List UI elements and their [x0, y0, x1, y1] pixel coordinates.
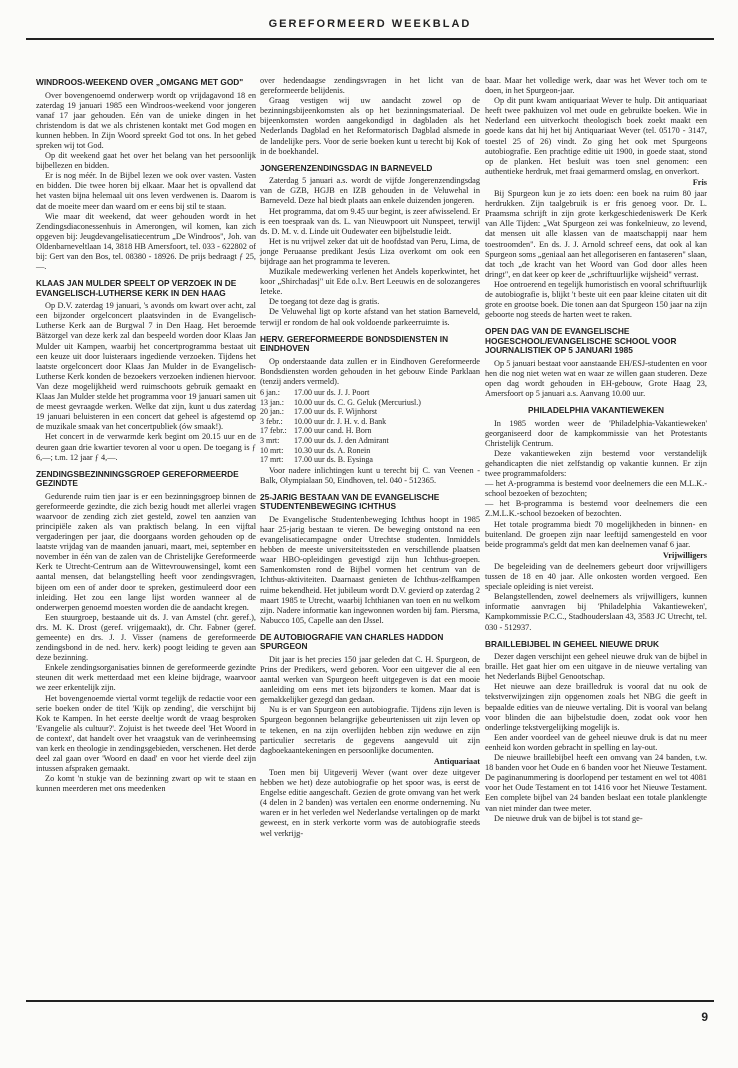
article-bondsdiensten: [260, 335, 480, 486]
paragraph: Enkele zendingsorganisaties binnen de gereformeerde gezindte steunen dit werk metterdaad met een kleine bijdrage, waarvoor we zeer erkentelijk zijn.: [36, 663, 256, 693]
article-braillebijbel: [485, 640, 707, 824]
paragraph: Bij Spurgeon kun je zo iets doen: een boek na ruim 80 jaar herdrukken. Zijn taalgebruik is er fris genoeg voor. Dr. L. Praamsma schrijft in zijn grote kerkgeschiedeniswerk De Kerk van Alle Tijden: „Wat Spurgeon zei was fonkelnieuw, zo levend, dat mensen uit alle klassen van de maatschappij naar hem toestroomden". En ds. J. J. Arnold schreef eens, dat ook al kan Spurgeon soms „geniaal aan het allegoriseren en fantaseren" slaan, dat toch „de kracht van het Woord van God door alles heen dringt", en dat keer op keer de „schriftuurlijke wijsheid" verrast.: [485, 189, 707, 279]
paragraph: Zaterdag 5 januari a.s. wordt de vijfde Jongerenzendingsdag van de GZB, HGJB en IZB gehouden in de Veluwehal in Barneveld. Deze hal biedt plaats aan enkele duizenden jongeren.: [260, 176, 480, 206]
schedule-date: 20 jan.:: [260, 407, 284, 417]
paragraph: Op D.V. zaterdag 19 januari, 's avonds om kwart over acht, zal een bijzonder orgelconcert plaatsvinden in de Evangelisch-Lutherse Kerk aan de Burgwal 7 in Den Haag. Het beroemde Bätzorgel van deze kerk zal dan bespeeld worden door Klaas Jan Mulder uit Kampen, waarbij het concertprogramma bestaat uit een keuze uit door luisteraars ingediende verzoeken. Tijdens het laatste orgelconcert door Klaas Jan Mulder in de Evangelisch-Lutherse Kerk konden de bezoekers verzoeken indienen hiervoor. Van deze mogelijkheid werd ruimschoots gebruik gemaakt en Klaas Jan Mulder stelde het programma voor 19 januari samen uit de meest gevraagde werken. Welke dat zijn, kunt u dus zaterdag 19 januari beluisteren in een concert dat geheel is afgestemd op de muzikale smaak van het concertpubliek (ów smaak!).: [36, 301, 256, 432]
schedule-date: 13 jan.:: [260, 397, 284, 407]
schedule-row: [260, 436, 480, 446]
paragraph: Een stuurgroep, bestaande uit ds. J. van Amstel (chr. geref.), drs. M. K. Drost (geref. vrijgemaakt), dr. Chr. Fabner (geref. gemeente) en drs. J. J. Visser (namens de gereformeerde zendingsbond in de ned. herv. kerk) poogt leiding te geven aan deze bezinning.: [36, 612, 256, 663]
paragraph: baar. Maar het volledige werk, daar was het Wever toch om te doen, in het Spurgeon-jaar.: [485, 76, 707, 96]
magazine-title: GEREFORMEERD WEEKBLAD: [268, 18, 472, 30]
list-item: — het A-programma is bestemd voor deelnemers die een M.L.K.-school bezoeken of bezochten;: [485, 479, 707, 499]
schedule-date: 10 mrt:: [260, 445, 284, 455]
paragraph: De begeleiding van de deelnemers gebeurt door vrijwilligers tussen de 18 en 40 jaar. Alle onkosten worden vergoed. Een speciale opleiding is niet vereist.: [485, 561, 707, 592]
article-klaas-jan-mulder: [36, 279, 256, 463]
subheading: Antiquariaat: [433, 756, 480, 766]
article-heading: JONGERENZENDINGSDAG IN BARNEVELD: [260, 162, 433, 173]
service-schedule: [260, 388, 480, 465]
paragraph: Het concert in de verwarmde kerk begint om 20.15 uur en de deuren gaan drie kwartier tevoren al voor u open. De toegang is ƒ 6,—; t.m. 12 jaar ƒ 4,—.: [36, 432, 256, 462]
schedule-text: 10.00 uur dr. J. H. v. d. Bank: [294, 416, 387, 426]
article-heading: PHILADELPHIA VAKANTIEWEKEN: [528, 405, 664, 416]
subheading: Vrijwilligers: [662, 550, 707, 560]
paragraph: In 1985 worden weer de 'Philadelphia-Vakantieweken' georganiseerd door de kampkommissie van het Protestants Christelijk Centrum.: [485, 418, 707, 448]
paragraph: Over bovengenoemd onderwerp wordt op vrijdagavond 18 en zaterdag 19 januari 1985 een Windroos-weekend voor jongeren vanaf 17 jaar gehouden. Eén van de unieke dingen in het christendom is dat we als christenen kontakt met God mogen en kunnen hebben. In Zijn Woord spreekt God tot ons. In het gebed spreken wij tot God.: [36, 90, 256, 150]
paragraph: Hoe ontroerend en tegelijk humoristisch en vooral schriftuurlijk de autobiografie is, blijkt 't beste uit een paar kleine citaten uit dit grote en grootse boek. Die tonen aan dat Spurgeon 150 jaar na zijn geboorte nog steeds de harten weet te raken.: [485, 279, 707, 320]
column-3: [485, 76, 707, 831]
article-heading: OPEN DAG VAN DE EVANGELISCHE HOGESCHOOL/EVANGELISCHE SCHOOL VOOR JOURNALISTIEK OP 5 JANUARI 1985: [485, 326, 677, 356]
schedule-date: 17 mrt:: [260, 455, 284, 465]
article-ichthus: [260, 493, 480, 626]
subheading: Fris: [692, 177, 707, 187]
page-number: 9: [701, 1010, 708, 1024]
schedule-text: 17.00 uur cand. H. Born: [294, 426, 372, 436]
paragraph: over hedendaagse zendingsvragen in het licht van de gereformeerde belijdenis.: [260, 76, 480, 96]
paragraph: Dit jaar is het precies 150 jaar geleden dat C. H. Spurgeon, de Prins der Predikers, werd geboren. Voor een uitgever die al een aantal werken van Spurgeon heeft uitgegeven is dat een mooie aanleiding om eens met iets bijzonders te komen. Maar dat is gemakkelijker gezegd dan gedaan.: [260, 654, 480, 705]
article-zendingsbezinningsgroep: [36, 470, 256, 795]
paragraph: Muzikale medewerking verlenen het Andels koperkwintet, het koor „Shirchadasj" uit Ede o.l.v. Bert Leeuwis en de solozangeres Ieteke.: [260, 267, 480, 297]
paragraph: Op dit punt kwam antiquariaat Wever te hulp. Dit antiquariaat heeft twee pakhuizen vol met oude en gebruikte boeken. Wie in Nederland een uitverkocht theologisch boek zoekt maakt een goede kans dat hij het bij Antiquariaat Wever (tel. 05170 - 3147, toestel 25 of 26) vindt. Zo ging het ook met Spurgeons autobiografie. Een prachtige editie uit 1900, in goede staat, stond op de planken. Het besluit was toen snel genomen: een authentieke herdruk, met fraai gemarmerd omslag, en onverkort.: [485, 96, 707, 176]
paragraph: Gedurende ruim tien jaar is er een bezinningsgroep binnen de gereformeerde gezindte, die zich bezig houdt met allerlei vragen waarvoor de zending zich ziet gesteld, zowel ten aanzien van principiële zaken als van praktisch belang. In een vijftal vergaderingen per jaar, die doorgaans worden gehouden op de laatste vrijdag van de maanden januari, maart, mei, september en november in één van de zalen van de Christelijke Gereformeerde Kerk te Utrecht-Centrum aan de Wittevrouwensingel, komt een aantal mensen, dat belangstelling heeft voor zendingsvragen, bijeen om een of ander door te spreken, gestimuleerd door een inleiding. Het zou een lange lijst worden wanneer al de onderwerpen genoemd moesten worden die de aandacht kregen.: [36, 491, 256, 612]
schedule-date: 3 febr.:: [260, 416, 283, 426]
paragraph: Wie maar dit weekend, dat weer gehouden wordt in het Zendingsdiaconessenhuis in Amerongen, wil komen, kan zich opgeven bij: Jeugdevangelisatiecentrum „De Windroos", Joh. van Oldenbarneveltlaan 14, 3818 HB Amersfoort, tel. 033 - 622802 of bij: Gert van den Bos, tel. 08380 - 18926. De prijs bedraagt ƒ 25,—.: [36, 211, 256, 272]
article-heading: HERV. GEREFORMEERDE BONDSDIENSTEN IN EINDHOVEN: [260, 333, 449, 354]
paragraph: Een ander voordeel van de geheel nieuwe druk is dat nu meer eenheid kon worden gebracht in spelling en lay-out.: [485, 732, 707, 752]
article-spurgeon: [260, 633, 480, 839]
paragraph: Op 5 januari bestaat voor aanstaande EH/ESJ-studenten en voor hen die nog niet weten wat en waar ze willen gaan studeren. Deze open dag wordt gehouden in EH-gebouw, Grote Haag 23, Amersfoort op 5 januari a.s. Aanvang 10.00 uur.: [485, 358, 707, 399]
bottom-rule: [26, 1000, 714, 1002]
column-2: [260, 76, 480, 846]
schedule-text: 17.00 uur ds. J. J. Poort: [294, 387, 370, 397]
paragraph: Het totale programma biedt 70 mogelijkheden in binnen- en buitenland. De groepen zijn naar leeftijd samengesteld en voor beide programma's geldt dat men kan deelnemen vanaf 6 jaar.: [485, 519, 707, 549]
schedule-row: [260, 407, 480, 417]
paragraph: Toen men bij Uitgeverij Wever (want over deze uitgever hebben we het) deze autobiografie op het spoor was, is eerst de Engelse editie aangeschaft. Gezien de grote omvang van het werk (4 delen in 2 banden) was vertalen een enorme onderneming. Nu waren er in het verleden wel Nederlandse vertalingen op de markt geweest, en in sterk verkorte vorm was de autobiografie steeds wel verkrijg-: [260, 767, 480, 838]
paragraph: Voor nadere inlichtingen kunt u terecht bij C. van Veenen - Balk, Olympialaan 50, Eindhoven, tel. 040 - 512365.: [260, 465, 480, 485]
article-jongerenzendingsdag: [260, 164, 480, 328]
schedule-row: [260, 426, 480, 436]
article-heading: 25-JARIG BESTAAN VAN DE EVANGELISCHE STUDENTENBEWEGING ICHTHUS: [260, 491, 440, 512]
paragraph: Het is nu vrijwel zeker dat uit de hoofdstad van Peru, Lima, de jonge Peruaanse predikant Jesús Liza overkomt om ook een bijdrage aan het programma te leveren.: [260, 236, 480, 266]
schedule-row: [260, 388, 480, 398]
article-heading: ZENDINGSBEZINNINGSGROEP GEREFORMEERDE GEZINDTE: [36, 468, 239, 489]
schedule-text: 17.00 uur ds. F. Wijnhorst: [294, 407, 378, 417]
schedule-row: [260, 446, 480, 456]
article-spurgeon-cont: [485, 76, 707, 320]
paragraph: De toegang tot deze dag is gratis.: [269, 297, 380, 307]
paragraph: Graag vestigen wij uw aandacht zowel op de bezinningsbijeenkomsten als op het bezinningsmateriaal. De bijeenkomsten worden aangekondigd in dagbladen als het Nederlands Dagblad en het Reformatorisch Dagblad alsmede in de landelijke pers. Voor de serie boeken kunt u terecht bij Kok of in de boekhandel.: [260, 96, 480, 156]
schedule-row: [260, 398, 480, 408]
schedule-date: 17 febr.:: [260, 426, 287, 436]
paragraph: Het nieuwe aan deze brailledruk is vooral dat nu ook de tekstverwijzingen zijn opgenomen zoals het NBG die geeft in bepaalde edities van de nieuwe vertaling. Dit is vooral van belang voor blinden die aan bijbelstudie doen, zodat ook voor hen onderlinge tekstvergelijking mogelijk is.: [485, 682, 707, 732]
paragraph: Het programma, dat om 9.45 uur begint, is zeer afwisselend. Er is een toespraak van ds. L. van Nieuwpoort uit Nunspeet, terwijl ds. D. M. v. d. Linde uit Oudewater een bijbelstudie leidt.: [260, 206, 480, 236]
schedule-row: [260, 455, 480, 465]
article-heading: WINDROOS-WEEKEND OVER „OMGANG MET GOD": [36, 77, 244, 87]
paragraph: De Veluwehal ligt op korte afstand van het station Barneveld, terwijl er rondom de hal ook voldoende parkeerruimte is.: [260, 307, 480, 327]
paragraph: Zo komt 'n stukje van de bezinning zwart op wit te staan en kunnen meerderen met ons meedenken: [36, 774, 256, 794]
schedule-date: 3 mrt:: [260, 435, 280, 445]
article-heading: BRAILLEBIJBEL IN GEHEEL NIEUWE DRUK: [485, 638, 659, 649]
schedule-text: 10.30 uur ds. A. Ronein: [294, 445, 371, 455]
page-header: [26, 14, 714, 40]
paragraph: Belangstellenden, zowel deelnemers als vrijwilligers, kunnen informatie aanvragen bij 'Philadelphia Vakantieweken', Kampkommissie P.C.C., Stadhouderslaan 43, 3583 JC Utrecht, tel. 030 - 512937.: [485, 592, 707, 632]
article-open-dag: [485, 327, 707, 399]
paragraph: Dezer dagen verschijnt een geheel nieuwe druk van de bijbel in braille. Het gaat hier om een uitgave in de nieuwe vertaling van het Nederlands Bijbel Genootschap.: [485, 652, 707, 682]
column-1: [36, 76, 256, 802]
article-philadelphia: [485, 406, 707, 632]
schedule-date: 6 jan.:: [260, 387, 280, 397]
schedule-row: [260, 417, 480, 427]
paragraph: Op dit weekend gaat het over het belang van het persoonlijk bijbellezen en bidden.: [36, 151, 256, 171]
paragraph: Het bovengenoemde viertal vormt tegelijk de redactie voor een serie boeken onder de titel 'Kijk op zending', die verschijnt bij Kok te Kampen. In het eerste deeltje wordt de vraag besproken 'Evangelie als cultuur?'. Zojuist is het tweede deel 'Het Woord in de context', dat handelt over het vraagstuk van de verinheemsing van kerk en theologie in zendingsgebieden, verschenen. Het derde deel zal gaan over 'Woord en daad' en voor het vierde deel zijn intussen afspraken gemaakt.: [36, 693, 256, 774]
article-heading: DE AUTOBIOGRAFIE VAN CHARLES HADDON SPURGEON: [260, 631, 444, 652]
paragraph: De nieuwe braillebijbel heeft een omvang van 24 banden, t.w. 18 banden voor het Oude en 6 banden voor het Nieuwe Testament. De paginanummering is doorlopend per testament en wel tot 4081 voor het Oude Testament en tot 1416 voor het Nieuwe Testament. Een complete bijbel van 24 banden beslaat een totale planklengte van niet minder dan twee meter.: [485, 753, 707, 813]
schedule-text: 17.00 uur ds. J. den Admirant: [294, 435, 389, 445]
list-item: — het B-programma is bestemd voor deelnemers die een Z.M.L.K.-school bezoeken of bezochten.: [485, 499, 707, 519]
paragraph: De Evangelische Studentenbeweging Ichthus hoopt in 1985 haar 25-jarig bestaan te vieren. De beweging ontstond na een evangelisatiecampagne onder Utrechtse studenten. Inmiddels hebben de meeste universiteitssteden en verschillende plaatsen waar HBO-opleidingen gevestigd zijn hun Ichthus-groepen. Samenkomsten rond de Bijbel vormen het centrum van de Ichthus-aktiviteiten. Daarnaast genieten de Ichthus-zelfkampen ruime bekendheid. Het jubileum wordt D.V. gevierd op zaterdag 2 maart 1985 te Utrecht, waarbij Ichthianen van toen en nu welkom zijn. Nadere informatie kan ingewonnen worden bij fam. Piersma, Nabucco 105, Capelle aan den IJssel.: [260, 514, 480, 625]
article-zendingsbezinningsgroep-cont: [260, 76, 480, 157]
paragraph: Nu is er van Spurgeon een autobiografie. Tijdens zijn leven is Spurgeon begonnen belangrijke gebeurtenissen uit zijn leven op te tekenen, en na zijn overlijden hebben zijn weduwe en zijn particulier secretaris de gegevens aangevuld uit zijn dagboekaantekeningen en persoonlijke documenten.: [260, 705, 480, 755]
schedule-text: 17.00 uur ds. B. Eysinga: [294, 455, 373, 465]
article-heading: KLAAS JAN MULDER SPEELT OP VERZOEK IN DE EVANGELISCH-LUTHERSE KERK IN DEN HAAG: [36, 278, 237, 298]
article-windroos: [36, 78, 256, 272]
paragraph: Er is nog méér. In de Bijbel lezen we ook over vasten. Vasten en bidden. Die twee horen bij elkaar. Maar het is opvallend dat het vasten bijna helemaal uit ons leven verdwenen is. Daarom is dat de moeite meer dan waard om er eens bij stil te staan.: [36, 171, 256, 211]
paragraph: Op onderstaande data zullen er in Eindhoven Gereformeerde Bondsdiensten worden gehouden in het gebouw Einde Parklaan (tenzij anders vermeld).: [260, 356, 480, 386]
paragraph: Deze vakantieweken zijn bestemd voor verstandelijk gehandicapten die niet zelfstandig op vakantie kunnen. Er zijn twee programmafolders:: [485, 448, 707, 479]
paragraph: De nieuwe druk van de bijbel is tot stand ge-: [494, 813, 643, 823]
schedule-text: 10.00 uur ds. C. G. Geluk (Mercuriusl.): [294, 397, 421, 407]
